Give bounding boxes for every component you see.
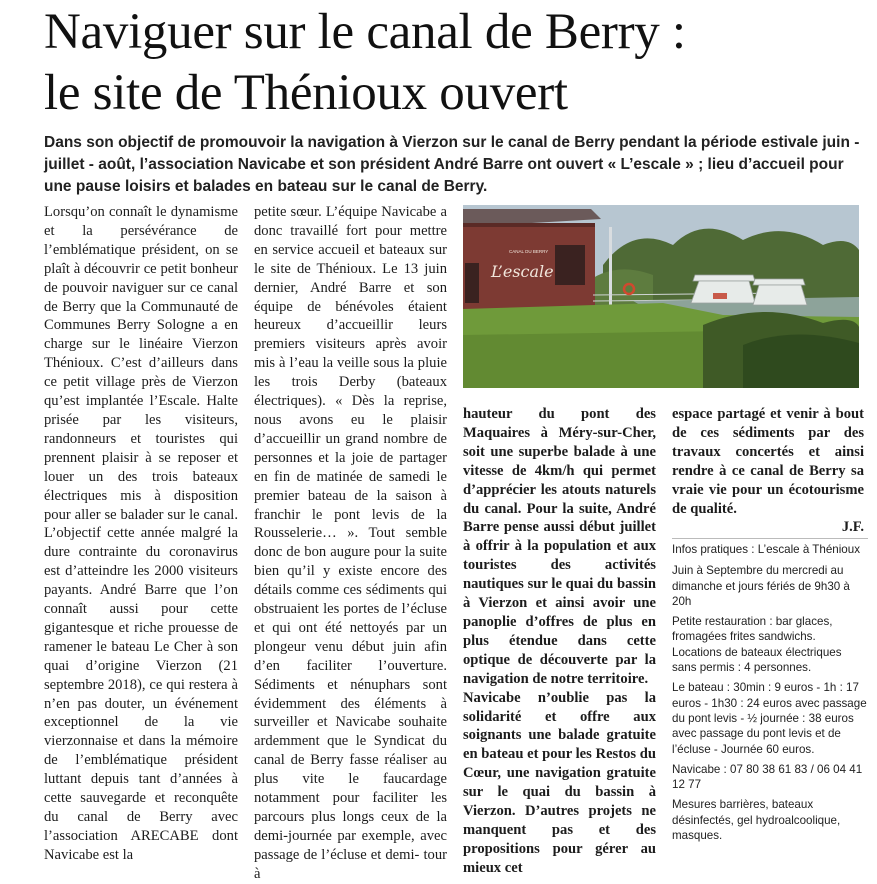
article-column-2 bbox=[254, 203, 447, 884]
info-prices: Le bateau : 30min : 9 euros - 1h : 17 euros - 1h30 : 24 euros avec passage du pont levis - ½ journée : 38 euros avec passage du pont levis et de l’écluse - Journée 60 euros. bbox=[672, 681, 867, 756]
headline-line-2: le site de Thénioux ouvert bbox=[44, 65, 568, 121]
headline bbox=[44, 2, 864, 124]
info-restauration: Petite restauration : bar glaces, fromagées frites sandwichs. Locations de bateaux électriques sans permis : 4 personnes. bbox=[672, 615, 842, 675]
practical-info-box bbox=[672, 538, 868, 848]
article-column-4 bbox=[672, 405, 864, 537]
column-4-text: espace partagé et venir à bout de ces sédiments par des travaux concertés et ainsi rendre à ce canal de Berry sa vraie vie pour un écotourisme de qualité. bbox=[672, 406, 864, 517]
column-2-text: petite sœur. L’équipe Navicabe a donc travaillé fort pour mettre en service accueil et bateaux sur le site de Thénioux. Le 13 juin dernier, André Barre et son équipe de bénévoles étaient heureux d’accueillir leurs premiers visiteurs après avoir mis à l’eau la veille sous la pluie les trois Derby (bateaux électriques). « Dès la reprise, nous avons eu le plaisir d’accueillir un grand nombre de personnes et la joie de partager en fin de matinée de samedi le premier bateau de la saison à franchir le pont levis de la Rousselerie… ». Tout semble donc de bon augure pour la suite bien qu’il y existe encore des détails comme ces sédiments qui obstruaient les portes de l’écluse et qui ont été nettoyés par un plongeur venu début juin afin d’en faciliter l’ouverture. Sédiments et nénuphars sont évidemment des éléments à surveiller et Navicabe souhaite ardemment que le Syndicat du canal de Berry fasse réaliser au plus vite le faucardage notamment pour faciliter les parcours plus longs ceux de la demi-journée par exemple, avec passage de l’écluse et demi- tour à bbox=[254, 204, 447, 882]
photo-sign-text: L’escale bbox=[491, 262, 554, 281]
column-1-text: Lorsqu’on connaît le dynamisme et la persévérance de l’emblématique président, on se plaît à découvrir ce petit bonheur de pouvoir naviguer sur ce canal de Berry que la Communauté de Communes Berry Sologne a en charge sur le linéaire Vierzon Thénioux. C’est d’ailleurs dans ce petit village près de Vierzon qu’est implantée l’Escale. Halte prisée par les visiteurs, randonneurs et touristes qui prennent plaisir à se reposer et louer un des trois bateaux électriques mis à disposition pour aller se balader sur le canal. L’objectif cette année malgré la dure contrainte du coronavirus est d’atteindre les 2000 visiteurs payants. André Barre que l’on connaît aussi pour cette gigantesque et riche prouesse de ramener le bateau Le Cher à son quai d’origine Vierzon (21 septembre 2018), ce qui restera à n’en pas douter, un événement exceptionnel de la vie vierzonnaise et dans la mémoire de l’emblématique président luttant depuis tant d’années à cette sauvegarde et reconquête du canal de Berry avec l’association ARECABE dont Navicabe est la bbox=[44, 204, 238, 863]
article-photo bbox=[463, 205, 859, 388]
info-measures: Mesures barrières, bateaux désinfectés, gel hydroalcoolique, masques. bbox=[672, 798, 841, 843]
escale-photo-illustration bbox=[463, 205, 859, 388]
article-signature: J.F. bbox=[841, 519, 864, 536]
headline-line-1: Naviguer sur le canal de Berry : bbox=[44, 4, 686, 60]
article-column-1 bbox=[44, 203, 238, 865]
info-title: Infos pratiques : L’escale à Thénioux bbox=[672, 543, 860, 556]
info-schedule: Juin à Septembre du mercredi au dimanche et jours fériés de 9h30 à 20h bbox=[672, 564, 850, 608]
article-column-3 bbox=[463, 405, 656, 878]
info-contact: Navicabe : 07 80 38 61 83 / 06 04 41 12 77 bbox=[672, 762, 863, 792]
column-3-paragraph-2: Navicabe n’oublie pas la solidarité et offre aux soignants une balade gratuite en bateau et pour les Restos du Cœur, une navigation gratuite sur le quai du bassin à Vierzon. D’autres projets ne manquent pas et des propositions pour gérer au mieux cet bbox=[463, 689, 656, 876]
photo-sign-small: CANAL DU BERRY bbox=[509, 249, 549, 254]
column-3-paragraph-1: hauteur du pont des Maquaires à Méry-sur-Cher, soit une superbe balade à une vitesse de 4km/h qui permet d’apprécier les atouts naturels du canal. Pour la suite, André Barre pense aussi début juillet à offrir à la population et aux touristes des activités nautiques sur le quai du bassin à Vierzon et ainsi avoir une panoplie d’offres de plus en plus étendue dans cette optique de découverte par la navigation de notre territoire. bbox=[463, 406, 656, 687]
lede-paragraph: Dans son objectif de promouvoir la navigation à Vierzon sur le canal de Berry pendant la période estivale juin - juillet - août, l’association Navicabe et son président André Barre ont ouvert « L’escale » ; lieu d’accueil pour une pause loisirs et balades en bateau sur le canal de Berry. bbox=[44, 134, 860, 195]
